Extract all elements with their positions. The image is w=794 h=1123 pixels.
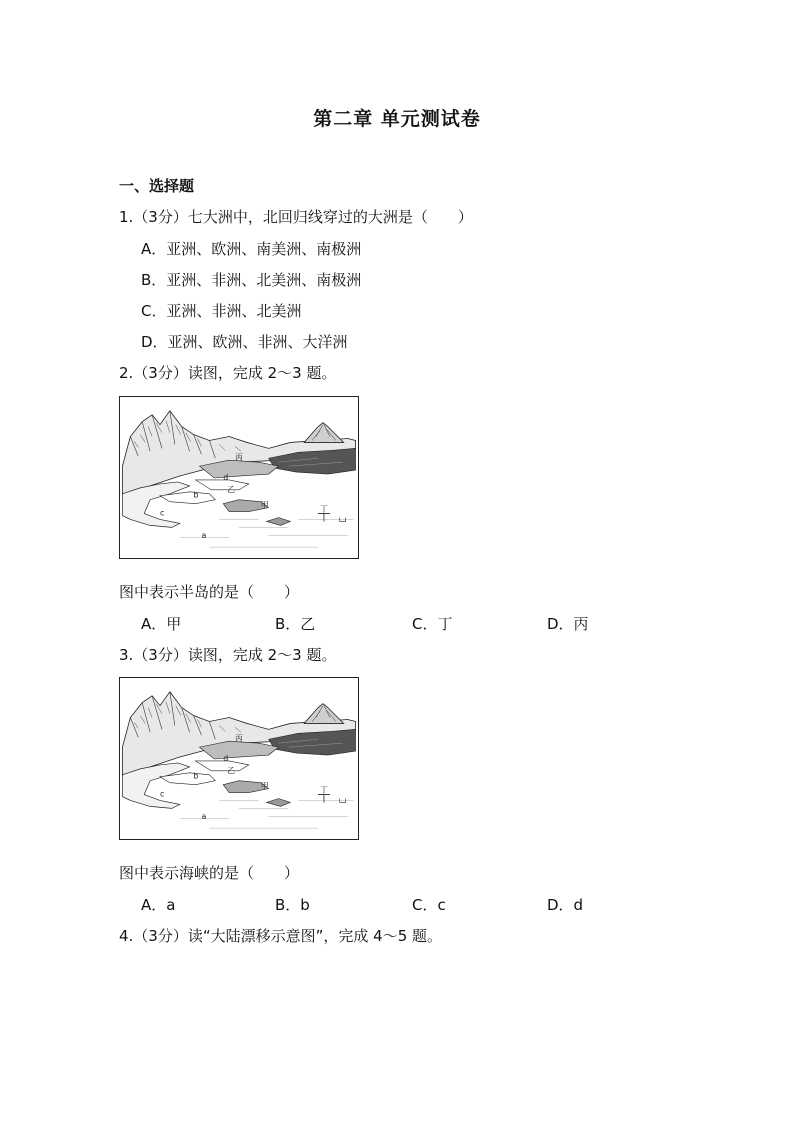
fig1-label-bing: 丙 [235,453,243,463]
fig1-label-d: d [223,472,229,482]
q2-option-a: A．甲 [141,615,182,633]
page-title: 第二章 单元测试卷 [313,108,481,130]
q2-option-d: D．丙 [547,615,589,633]
landscape-sketch [120,678,358,839]
q1-stem: 1.（3分）七大洲中，北回归线穿过的大洲是（ ） [119,208,473,226]
fig1-label-yi: 乙 [227,484,236,494]
fig1-label-c: c [159,508,165,518]
q1-option-b: B．亚洲、非洲、北美洲、南极洲 [141,271,362,289]
fig2-label-d: d [223,753,229,763]
q3-option-c: C．c [412,896,446,914]
q2-option-c: C．丁 [412,615,453,633]
fig2-label-ding: 丁 [319,785,328,795]
q3-option-b: B．b [275,896,310,914]
fig2-label-jia: 甲 [260,781,269,791]
landscape-sketch [120,397,358,558]
fig2-label-yi: 乙 [227,765,236,775]
q1-option-a: A．亚洲、欧洲、南美洲、南极洲 [141,240,362,258]
landscape-figure-q2 [119,396,359,559]
fig2-label-b: b [193,771,199,781]
q3-question: 图中表示海峡的是（ ） [119,864,300,882]
q3-option-d: D．d [547,896,584,914]
landscape-figure-q3 [119,677,359,840]
q3-option-a: A．a [141,896,176,914]
section-heading: 一、选择题 [119,177,195,195]
q1-option-d: D．亚洲、欧洲、非洲、大洋洲 [141,333,348,351]
q2-stem: 2.（3分）读图，完成 2～3 题。 [119,364,337,382]
q2-option-b: B．乙 [275,615,316,633]
q4-stem: 4.（3分）读“大陆漂移示意图”，完成 4～5 题。 [119,927,443,945]
fig2-label-bing: 丙 [235,734,243,744]
fig2-label-c: c [159,789,165,799]
fig2-label-a: a [201,812,207,822]
fig1-label-b: b [193,490,199,500]
q2-question: 图中表示半岛的是（ ） [119,583,300,601]
q3-stem: 3.（3分）读图，完成 2～3 题。 [119,646,337,664]
fig1-label-a: a [201,531,207,541]
q1-option-c: C．亚洲、非洲、北美洲 [141,302,302,320]
fig1-label-ding: 丁 [319,504,328,514]
fig1-label-jia: 甲 [260,500,269,510]
